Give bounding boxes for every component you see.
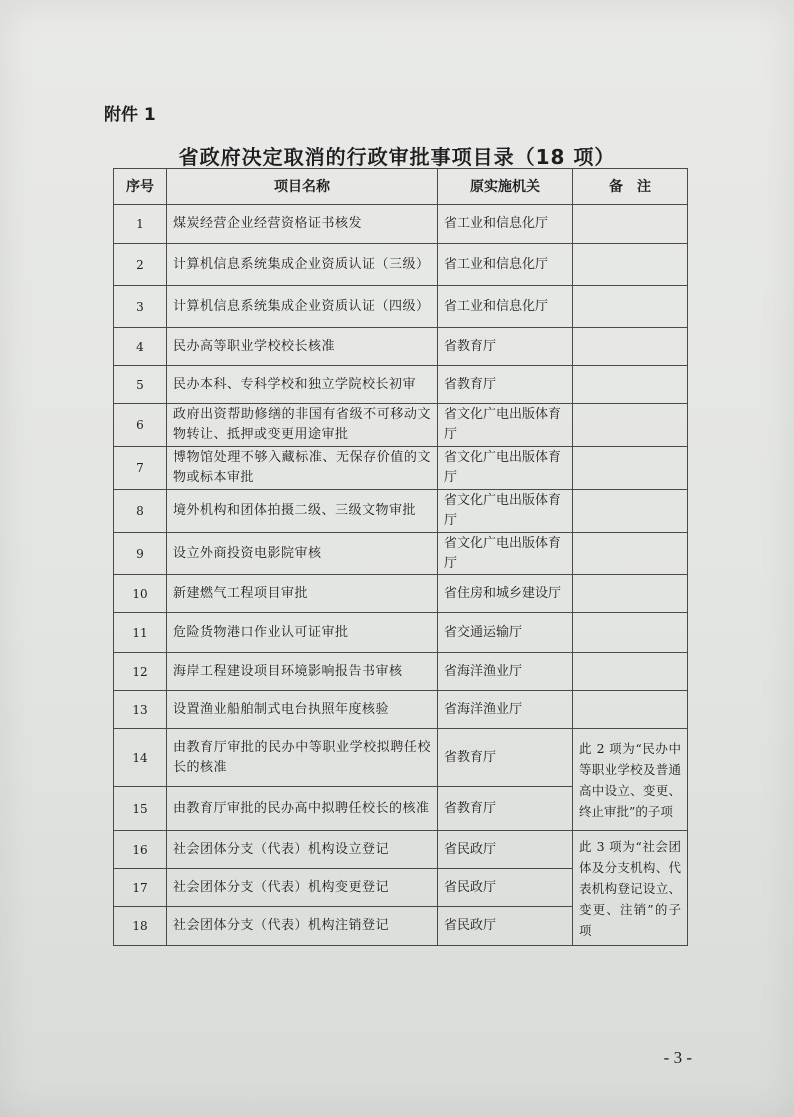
row-number: 6: [114, 404, 167, 447]
header-agency: 原实施机关: [438, 169, 573, 205]
row-agency: 省民政厅: [438, 831, 573, 869]
row-item-name: 博物馆处理不够入藏标准、无保存价值的文物或标本审批: [167, 447, 438, 490]
table-row: [114, 286, 688, 328]
row-agency: 省教育厅: [438, 366, 573, 404]
remarks-note-14-15: 此 2 项为“民办中等职业学校及普通高中设立、变更、终止审批”的子项: [573, 729, 688, 831]
row-item-name: 民办高等职业学校校长核准: [167, 328, 438, 366]
page-number: - 3 -: [663, 1048, 692, 1067]
row-number: 2: [114, 244, 167, 286]
row-remarks: [573, 404, 688, 447]
row-item-name: 新建燃气工程项目审批: [167, 575, 438, 613]
table-row: [114, 404, 688, 447]
table-row: [114, 691, 688, 729]
row-item-name: 政府出资帮助修缮的非国有省级不可移动文物转让、抵押或变更用途审批: [167, 404, 438, 447]
table-row: [114, 653, 688, 691]
page-title: 省政府决定取消的行政审批事项目录（18 项）: [178, 145, 616, 169]
row-number: 13: [114, 691, 167, 729]
row-number: 15: [114, 787, 167, 831]
row-agency: 省教育厅: [438, 328, 573, 366]
row-agency: 省住房和城乡建设厅: [438, 575, 573, 613]
row-remarks: [573, 205, 688, 244]
table-row: [114, 533, 688, 575]
row-agency: 省工业和信息化厅: [438, 244, 573, 286]
row-number: 3: [114, 286, 167, 328]
row-agency: 省文化广电出版体育厅: [438, 404, 573, 447]
row-number: 7: [114, 447, 167, 490]
row-item-name: 民办本科、专科学校和独立学院校长初审: [167, 366, 438, 404]
row-agency: 省海洋渔业厅: [438, 653, 573, 691]
header-name: 项目名称: [167, 169, 438, 205]
table-row: [114, 729, 688, 787]
row-number: 17: [114, 869, 167, 907]
row-agency: 省教育厅: [438, 729, 573, 787]
row-remarks: [573, 328, 688, 366]
table-row: [114, 205, 688, 244]
table-row: [114, 447, 688, 490]
row-number: 5: [114, 366, 167, 404]
row-item-name: 设置渔业船舶制式电台执照年度核验: [167, 691, 438, 729]
row-number: 18: [114, 907, 167, 946]
approval-items-table: [113, 168, 688, 946]
row-remarks: [573, 244, 688, 286]
row-item-name: 由教育厅审批的民办中等职业学校拟聘任校长的核准: [167, 729, 438, 787]
row-remarks: [573, 286, 688, 328]
row-item-name: 设立外商投资电影院审核: [167, 533, 438, 575]
row-item-name: 计算机信息系统集成企业资质认证（三级）: [167, 244, 438, 286]
table-row: [114, 328, 688, 366]
row-agency: 省工业和信息化厅: [438, 205, 573, 244]
table-row: [114, 613, 688, 653]
row-number: 11: [114, 613, 167, 653]
row-remarks: [573, 575, 688, 613]
row-item-name: 计算机信息系统集成企业资质认证（四级）: [167, 286, 438, 328]
header-number: 序号: [114, 169, 167, 205]
row-remarks: [573, 653, 688, 691]
header-remarks: 备 注: [573, 169, 688, 205]
table-row: [114, 575, 688, 613]
row-remarks: [573, 490, 688, 533]
row-number: 16: [114, 831, 167, 869]
row-item-name: 社会团体分支（代表）机构设立登记: [167, 831, 438, 869]
row-agency: 省教育厅: [438, 787, 573, 831]
table-row: [114, 366, 688, 404]
row-agency: 省民政厅: [438, 869, 573, 907]
table-row: [114, 490, 688, 533]
row-item-name: 煤炭经营企业经营资格证书核发: [167, 205, 438, 244]
row-item-name: 海岸工程建设项目环境影响报告书审核: [167, 653, 438, 691]
row-remarks: [573, 691, 688, 729]
table-row: [114, 244, 688, 286]
row-number: 4: [114, 328, 167, 366]
row-agency: 省文化广电出版体育厅: [438, 533, 573, 575]
row-item-name: 由教育厅审批的民办高中拟聘任校长的核准: [167, 787, 438, 831]
row-remarks: [573, 447, 688, 490]
table-row: [114, 831, 688, 869]
row-remarks: [573, 366, 688, 404]
row-agency: 省文化广电出版体育厅: [438, 447, 573, 490]
row-agency: 省海洋渔业厅: [438, 691, 573, 729]
row-agency: 省民政厅: [438, 907, 573, 946]
table-header-row: [114, 169, 688, 205]
row-remarks: [573, 533, 688, 575]
row-number: 14: [114, 729, 167, 787]
row-number: 9: [114, 533, 167, 575]
row-agency: 省文化广电出版体育厅: [438, 490, 573, 533]
row-number: 12: [114, 653, 167, 691]
row-item-name: 境外机构和团体拍摄二级、三级文物审批: [167, 490, 438, 533]
attachment-label: 附件 1: [104, 105, 156, 125]
row-agency: 省交通运输厅: [438, 613, 573, 653]
row-number: 10: [114, 575, 167, 613]
row-item-name: 社会团体分支（代表）机构变更登记: [167, 869, 438, 907]
row-item-name: 危险货物港口作业认可证审批: [167, 613, 438, 653]
row-item-name: 社会团体分支（代表）机构注销登记: [167, 907, 438, 946]
row-number: 8: [114, 490, 167, 533]
row-agency: 省工业和信息化厅: [438, 286, 573, 328]
row-number: 1: [114, 205, 167, 244]
row-remarks: [573, 613, 688, 653]
remarks-note-16-18: 此 3 项为“社会团体及分支机构、代表机构登记设立、变更、注销”的子项: [573, 831, 688, 946]
